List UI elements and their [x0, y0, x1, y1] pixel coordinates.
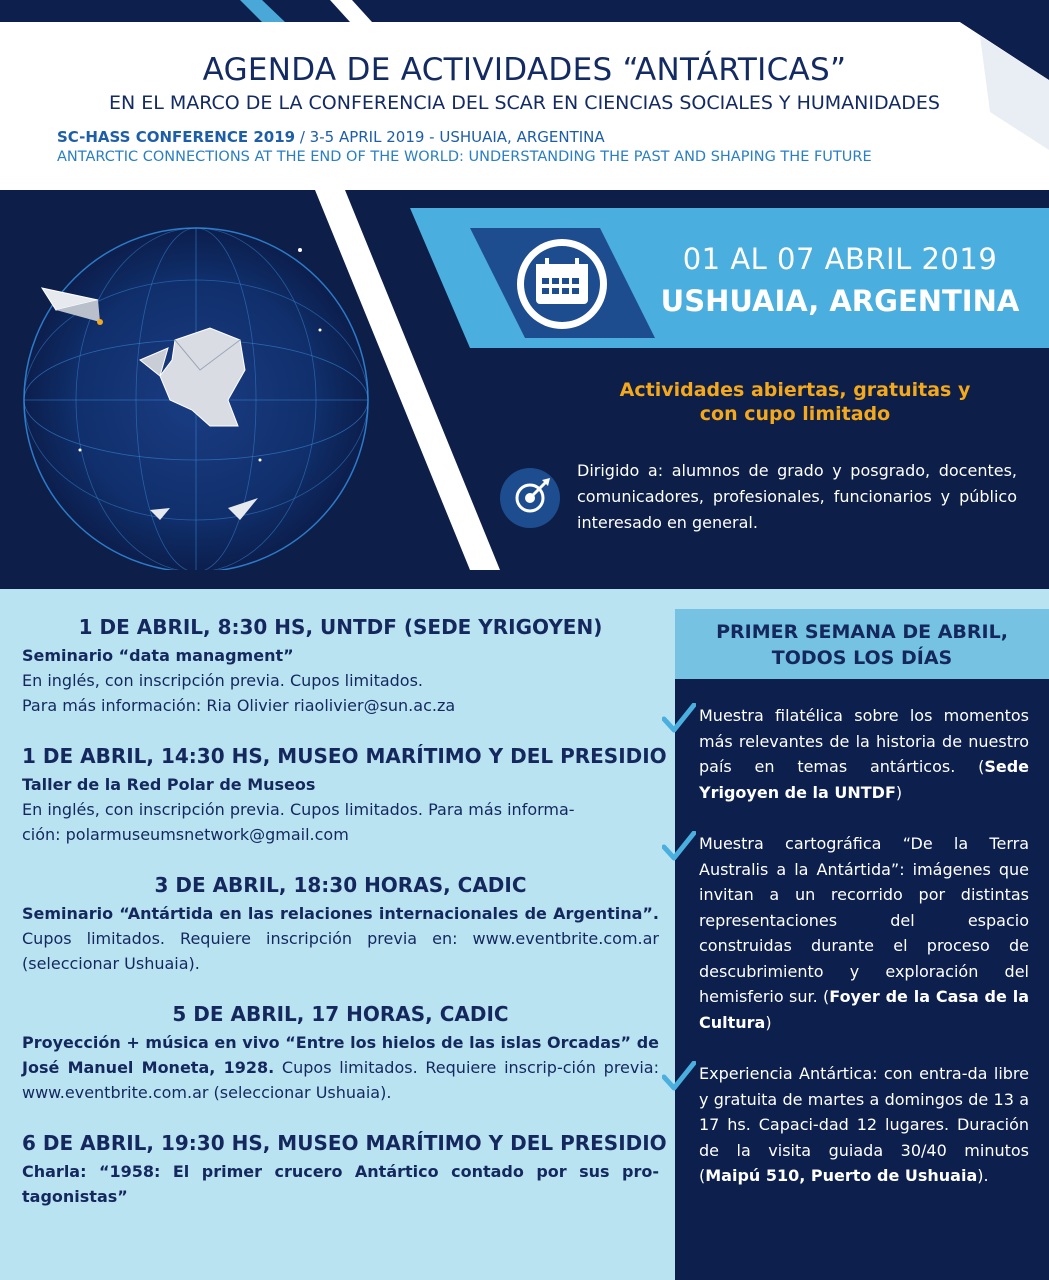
event-date-range: 01 AL 07 ABRIL 2019	[682, 242, 998, 276]
target-audience: Dirigido a: alumnos de grado y posgrado, docentes, comunicadores, profesionales, funcionarios y público interesado en general.	[577, 461, 1017, 532]
weekly-item-text: Muestra cartográfica “De la Terra Australis a la Antártida”: imágenes que invitan a un recorrido por distintas representaciones del espacio construidas durante el proceso de descubrimiento y exploración del hemisferio sur. (	[699, 834, 1029, 1006]
event-line: En inglés, con inscripción previa. Cupos limitados. Para más informa-	[22, 800, 575, 819]
weekly-item-end: )	[765, 1012, 772, 1032]
event-item	[22, 744, 667, 847]
weekly-item-end: )	[895, 782, 903, 802]
event-heading: 1 DE ABRIL, 8:30 HS, UNTDF (SEDE YRIGOYEN)	[78, 615, 603, 639]
check-icon	[662, 831, 696, 861]
event-body	[22, 772, 659, 847]
event-heading: 1 DE ABRIL, 14:30 HS, MUSEO MARÍTIMO Y DEL PRESIDIO	[22, 744, 667, 768]
conference-name: SC-HASS CONFERENCE 2019	[57, 128, 296, 146]
events-list	[22, 615, 667, 1235]
event-heading: 3 DE ABRIL, 18:30 HORAS, CADIC	[154, 873, 527, 897]
weekly-item	[699, 831, 1029, 1035]
event-text: Cupos limitados. Requiere inscripción previa en: www.eventbrite.com.ar (seleccionar Ushuaia).	[22, 929, 659, 973]
event-text: Cupos limitados. Requiere inscrip-ción previa: www.eventbrite.com.ar (seleccionar Ushuaia).	[22, 1058, 659, 1102]
event-title: Taller de la Red Polar de Museos	[22, 775, 316, 794]
event-body	[22, 643, 659, 718]
event-item	[22, 1002, 659, 1105]
conference-tagline: ANTARCTIC CONNECTIONS AT THE END OF THE WORLD: UNDERSTANDING THE PAST AND SHAPING THE FUTURE	[57, 149, 872, 165]
weekly-panel-heading	[675, 609, 1049, 679]
event-item	[22, 873, 659, 976]
weekly-heading-line2: TODOS LOS DÍAS	[771, 647, 953, 669]
open-activities-note	[560, 378, 1030, 426]
event-body	[22, 1159, 659, 1209]
check-icon	[662, 1061, 696, 1091]
page-title: AGENDA DE ACTIVIDADES “ANTÁRTICAS”	[202, 52, 847, 88]
event-body	[22, 901, 659, 976]
event-title: Proyección + música en vivo “Entre los hielos de las islas Orcadas” de José Manuel Moneta, 1928.	[22, 1033, 659, 1077]
weekly-item-place: Foyer de la Casa de la Cultura	[699, 987, 1029, 1032]
weekly-item-end: ).	[977, 1166, 989, 1185]
agenda-section	[0, 589, 1049, 1280]
event-heading: 6 DE ABRIL, 19:30 HS, MUSEO MARÍTIMO Y DEL PRESIDIO	[22, 1131, 667, 1155]
event-title: Charla: “1958: El primer crucero Antártico contado por sus pro-tagonistas”	[22, 1162, 659, 1206]
event-item	[22, 1131, 667, 1209]
page-subtitle: EN EL MARCO DE LA CONFERENCIA DEL SCAR EN CIENCIAS SOCIALES Y HUMANIDADES	[109, 92, 940, 114]
weekly-item-place: Maipú 510, Puerto de Ushuaia	[705, 1166, 978, 1185]
globe-illustration	[24, 228, 368, 570]
weekly-item-text: Experiencia Antártica: con entra-da libre y gratuita de martes a domingos de 13 a 17 hs. Capaci-dad 12 lugares. Duración de la visita guiada 30/40 minutos (	[699, 1064, 1029, 1185]
check-icon	[662, 703, 696, 733]
conference-details: / 3-5 APRIL 2019 - USHUAIA, ARGENTINA	[295, 128, 605, 146]
weekly-item-text: Muestra filatélica sobre los momentos más relevantes de la historia de nuestro país en temas antárticos. (	[699, 706, 1029, 776]
conference-line	[57, 128, 605, 146]
event-body	[22, 1030, 659, 1105]
event-contact: ción: polarmuseumsnetwork@gmail.com	[22, 825, 349, 844]
open-note-line1: Actividades abiertas, gratuitas y	[619, 379, 971, 401]
event-title: Seminario “data managment”	[22, 646, 294, 665]
weekly-item	[699, 703, 1029, 805]
event-contact: Para más información: Ria Olivier riaolivier@sun.ac.za	[22, 696, 456, 715]
header	[0, 0, 1049, 190]
hero-banner	[0, 190, 1049, 570]
weekly-item	[699, 1061, 1029, 1189]
event-location: USHUAIA, ARGENTINA	[660, 284, 1020, 318]
weekly-heading-line1: PRIMER SEMANA DE ABRIL,	[716, 621, 1008, 643]
event-title: Seminario “Antártida en las relaciones internacionales de Argentina”.	[22, 904, 659, 923]
event-line: En inglés, con inscripción previa. Cupos limitados.	[22, 671, 424, 690]
event-heading: 5 DE ABRIL, 17 HORAS, CADIC	[172, 1002, 509, 1026]
open-note-line2: con cupo limitado	[699, 403, 891, 425]
weekly-item-place: Sede Yrigoyen de la UNTDF	[699, 757, 1029, 802]
weekly-activities-panel	[675, 609, 1049, 1280]
calendar-icon	[517, 239, 607, 329]
target-icon	[500, 468, 560, 528]
event-item	[22, 615, 659, 718]
